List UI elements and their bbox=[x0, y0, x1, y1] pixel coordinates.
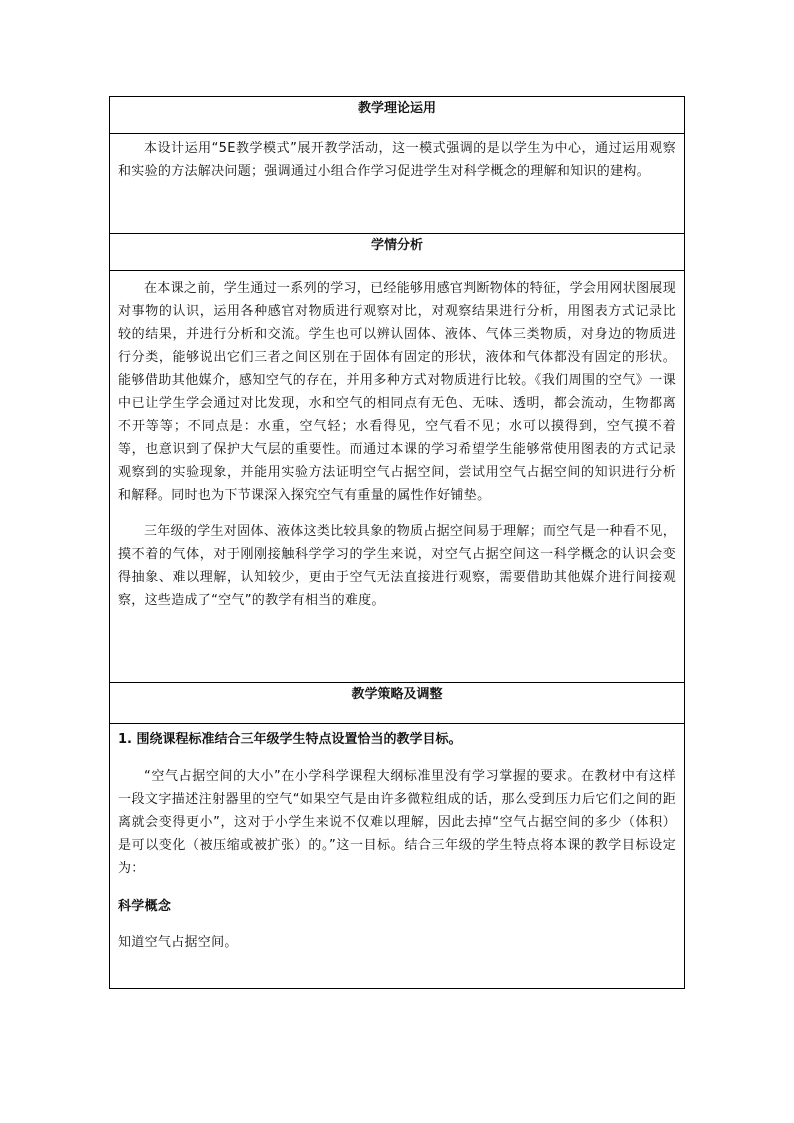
strategy-content bbox=[110, 724, 685, 989]
analysis-heading-row bbox=[110, 234, 685, 271]
theory-content-row bbox=[110, 134, 685, 234]
strategy-heading-row bbox=[110, 683, 685, 724]
analysis-paragraph-2: 三年级的学生对固体、液体这类比较具象的物质占据空间易于理解；而空气是一种看不见，摸不着的气体，对于刚刚接触科学学习的学生来说，对空气占据空间这一科学概念的认识会变得抽象、难以理解，认知较少，更由于空气无法直接进行观察，需要借助其他媒介进行间接观察，这些造成了“空气”的教学有相当的难度。 bbox=[118, 524, 677, 608]
analysis-content-row bbox=[110, 271, 685, 683]
strategy-content-row bbox=[110, 724, 685, 989]
theory-heading: 教学理论运用 bbox=[110, 97, 685, 134]
theory-heading-row bbox=[110, 97, 685, 134]
lesson-plan-table bbox=[109, 96, 685, 989]
analysis-paragraph-1: 在本课之前，学生通过一系列的学习，已经能够用感官判断物体的特征，学会用网状图展现对事物的认识，运用各种感官对物质进行观察对比，对观察结果进行分析，用图表方式记录比较的结果，并进行分析和交流。学生也可以辨认固体、液体、气体三类物质，对身边的物质进行分类，能够说出它们三者之间区别在于固体有固定的形状，液体和气体都没有固定的形状。能够借助其他媒介，感知空气的存在，并用多种方式对物质进行比较。《我们周围的空气》一课中已让学生学会通过对比发现，水和空气的相同点有无色、无味、透明，都会流动，生物都离不开等等；不同点是：水重，空气轻；水看得见，空气看不见；水可以摸得到，空气摸不着等，也意识到了保护大气层的重要性。而通过本课的学习希望学生能够常使用图表的方式记录观察到的实验现象，并能用实验方法证明空气占据空间，尝试用空气占据空间的知识进行分析和解释。同时也为下节课深入探究空气有重量的属性作好铺垫。 bbox=[118, 281, 677, 503]
analysis-content bbox=[110, 271, 685, 683]
strategy-heading: 教学策略及调整 bbox=[110, 683, 685, 724]
strategy-subheading: 科学概念 bbox=[118, 899, 172, 914]
strategy-paragraph: “空气占据空间的大小”在小学科学课程大纲标准里没有学习掌握的要求。在教材中有这样一段文字描述注射器里的空气“如果空气是由许多微粒组成的话，那么受到压力后它们之间的距离就会变得更小”，这对于小学生来说不仅难以理解，因此去掉“空气占据空间的多少（体积）是可以变化（被压缩或被扩张）的。”这一目标。结合三年级的学生特点将本课的教学目标设定为： bbox=[118, 769, 676, 876]
strategy-item-title: 1. 围绕课程标准结合三年级学生特点设置恰当的教学目标。 bbox=[118, 732, 462, 747]
theory-content bbox=[110, 134, 685, 234]
strategy-objective: 知道空气占据空间。 bbox=[118, 935, 238, 950]
theory-paragraph: 本设计运用“5E教学模式”展开教学活动，这一模式强调的是以学生为中心，通过运用观察和实验的方法解决问题；强调通过小组合作学习促进学生对科学概念的理解和知识的建构。 bbox=[118, 141, 676, 179]
analysis-heading: 学情分析 bbox=[110, 234, 685, 271]
